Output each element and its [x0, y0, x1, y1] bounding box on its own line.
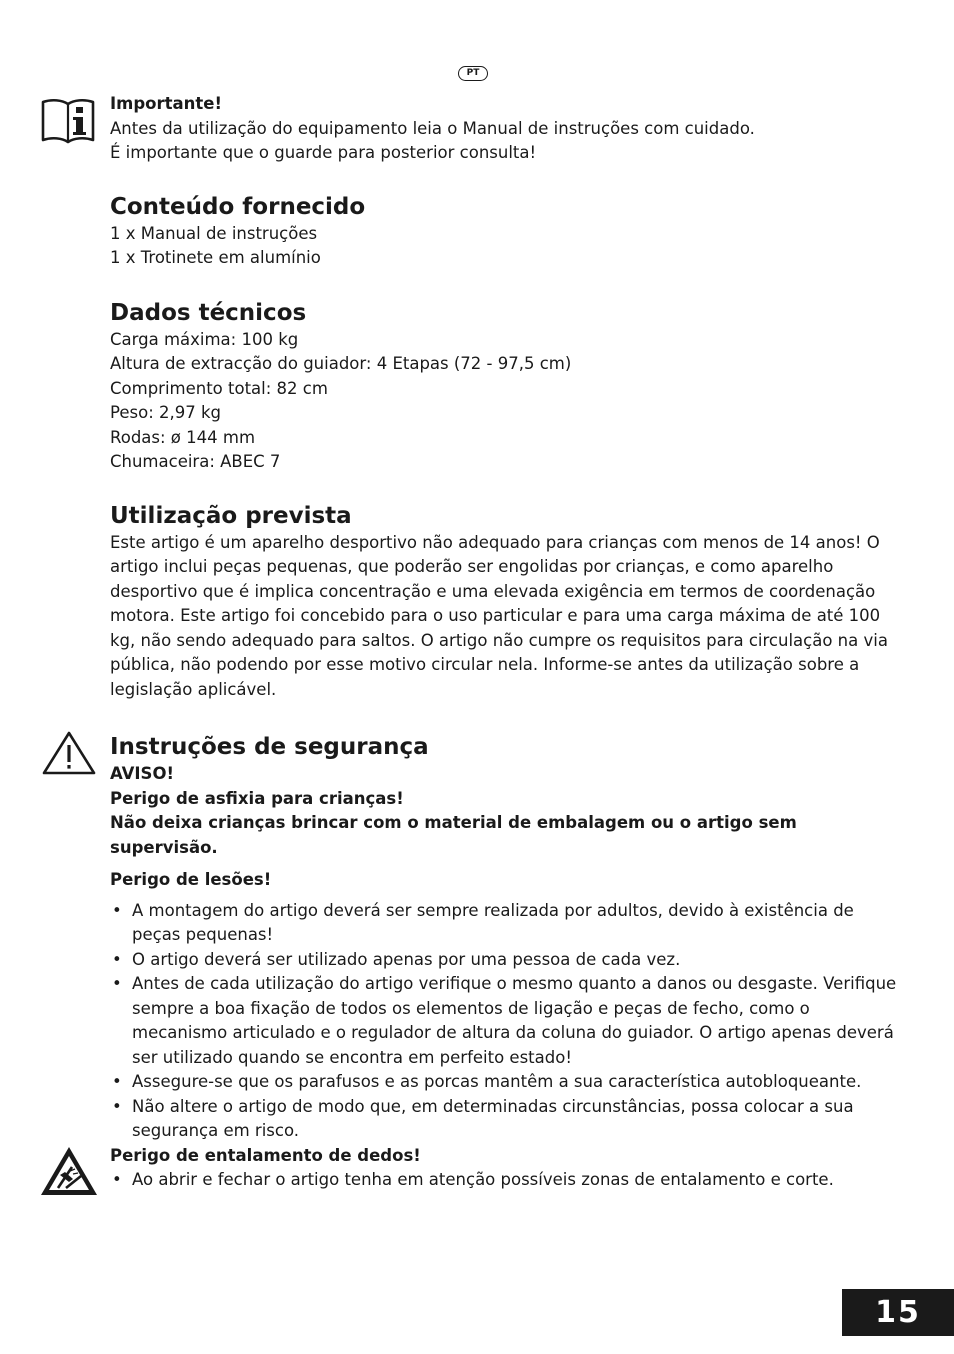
safety-heading: Instruções de segurança	[110, 734, 429, 760]
bullet: •	[112, 949, 122, 969]
bullet: •	[112, 900, 122, 920]
usage-text: Este artigo é um aparelho desportivo não adequado para crianças com menos de 14 anos! O artigo inclui peças pequenas, que poderão ser engolidas por crianças, e como aparelho desportivo que é implica concentração e uma elevada exigência em termos de coordenação motora. Este artigo foi concebido para o uso particular e para uma carga máxima de até 100 kg, não sendo adequado para saltos. O artigo não cumpre os requisitos para circulação na via pública, não podendo por esse motivo circular nela. Informe-se antes da utilização sobre a legislação aplicável.	[110, 532, 888, 699]
safety-section	[110, 732, 900, 1193]
warning-line: Perigo de asfixia para crianças!	[110, 788, 404, 808]
important-line: Antes da utilização do equipamento leia o Manual de instruções com cuidado.	[110, 118, 755, 138]
spec-item: Rodas: ø 144 mm	[110, 427, 256, 447]
list-item: • Ao abrir e fechar o artigo tenha em atenção possíveis zonas de entalamento e corte.	[110, 1168, 900, 1193]
usage-section	[110, 501, 900, 703]
important-note	[110, 92, 900, 166]
bullet: •	[112, 1096, 122, 1116]
contents-item: 1 x Trotinete em alumínio	[110, 248, 321, 267]
info-manual-icon	[40, 98, 96, 144]
main-content	[110, 92, 900, 1193]
pinch-list	[110, 1168, 900, 1193]
bullet: •	[112, 1072, 122, 1091]
contents-heading: Conteúdo fornecido	[110, 193, 366, 220]
list-item: • Assegure-se que os parafusos e as porcas mantêm a sua característica autobloqueante.	[110, 1070, 900, 1095]
pinch-heading: Perigo de entalamento de dedos!	[110, 1145, 421, 1165]
important-title: Importante!	[110, 94, 222, 113]
list-item: • Antes de cada utilização do artigo verifique o mesmo quanto a danos ou desgaste. Verifique sempre a boa fixação de todos os elementos de ligação e peças de fecho, como o mecanismo articulado e o regulador de altura da coluna do guiador. O artigo apenas deverá ser utilizado quando se encontra em perfeito estado!	[112, 974, 897, 1067]
bullet: •	[112, 974, 122, 993]
spec-item: Altura de extracção do guiador: 4 Etapas (72 - 97,5 cm)	[110, 354, 572, 373]
warning-label: AVISO!	[110, 764, 174, 783]
warning-icon	[41, 730, 97, 776]
finger-pinch-hazard-icon	[39, 1145, 99, 1197]
important-line: É importante que o guarde para posterior consulta!	[110, 143, 537, 162]
page-number: 15	[842, 1289, 954, 1336]
spec-item: Comprimento total: 82 cm	[110, 378, 328, 398]
spec-item: Carga máxima: 100 kg	[110, 329, 299, 349]
spec-item: Chumaceira: ABEC 7	[110, 452, 281, 471]
usage-heading: Utilização prevista	[110, 502, 352, 529]
list-item: • O artigo deverá ser utilizado apenas por uma pessoa de cada vez.	[110, 948, 900, 973]
warning-line: Não deixa crianças brincar com o material de embalagem ou o artigo sem supervisão.	[110, 813, 797, 857]
contents-item: 1 x Manual de instruções	[110, 223, 318, 243]
list-item: • Não altere o artigo de modo que, em determinadas circunstâncias, possa colocar a sua segurança em risco.	[112, 1096, 854, 1140]
contents-section	[110, 192, 900, 271]
list-item: • A montagem do artigo deverá ser sempre realizada por adultos, devido à existência de peças pequenas!	[112, 900, 854, 944]
spec-item: Peso: 2,97 kg	[110, 403, 222, 422]
injury-heading: Perigo de lesões!	[110, 870, 272, 889]
injury-list	[110, 899, 900, 1144]
specs-section	[110, 298, 900, 475]
specs-heading: Dados técnicos	[110, 299, 307, 326]
bullet: •	[112, 1170, 122, 1189]
language-badge: PT	[458, 66, 488, 81]
